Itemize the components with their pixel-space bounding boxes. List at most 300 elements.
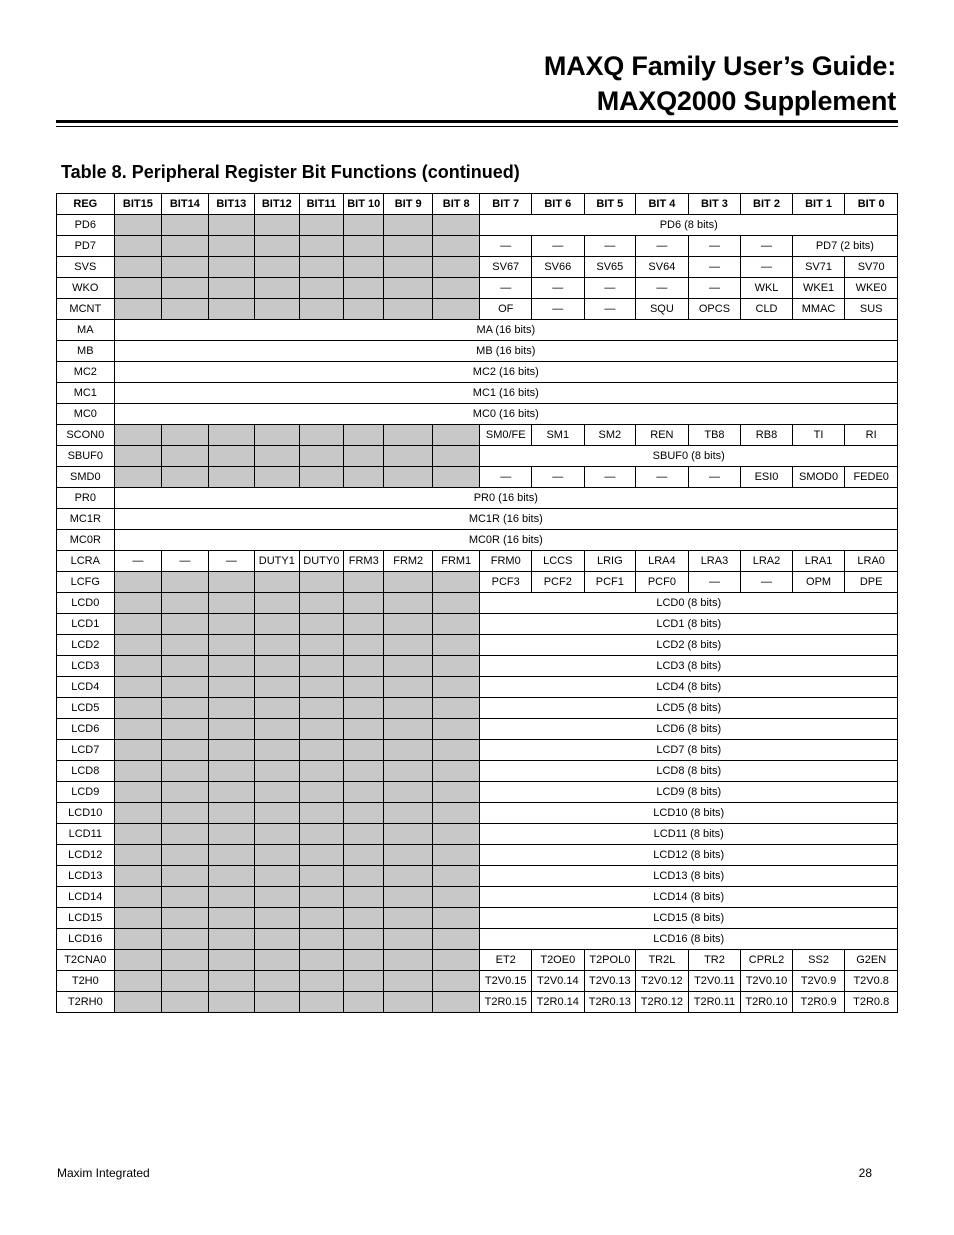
reserved-bit-cell	[162, 908, 208, 929]
reserved-bit-cell	[114, 236, 162, 257]
bit-field-cell: LCD2 (8 bits)	[480, 635, 898, 656]
reserved-bit-cell	[208, 971, 254, 992]
bit-cell: SV67	[480, 257, 532, 278]
column-header: BIT 3	[688, 194, 741, 215]
table-row	[57, 950, 898, 971]
bit-field-cell: PD7 (2 bits)	[792, 236, 897, 257]
bit-cell: T2V0.11	[688, 971, 741, 992]
bit-cell: —	[480, 278, 532, 299]
reserved-bit-cell	[208, 593, 254, 614]
register-name: LCD2	[57, 635, 115, 656]
table-row	[57, 446, 898, 467]
bit-cell: —	[584, 467, 636, 488]
bit-cell: —	[208, 551, 254, 572]
register-name: LCD12	[57, 845, 115, 866]
reserved-bit-cell	[432, 299, 480, 320]
reserved-bit-cell	[299, 572, 343, 593]
reserved-bit-cell	[208, 446, 254, 467]
reserved-bit-cell	[208, 572, 254, 593]
table-row	[57, 845, 898, 866]
reserved-bit-cell	[299, 446, 343, 467]
reserved-bit-cell	[255, 782, 299, 803]
bit-cell: TB8	[688, 425, 741, 446]
register-name: PD7	[57, 236, 115, 257]
bit-field-cell: LCD1 (8 bits)	[480, 614, 898, 635]
table-row	[57, 635, 898, 656]
reserved-bit-cell	[114, 593, 162, 614]
reserved-bit-cell	[384, 677, 433, 698]
bit-field-cell: SBUF0 (8 bits)	[480, 446, 898, 467]
bit-cell: LRA0	[845, 551, 898, 572]
reserved-bit-cell	[208, 698, 254, 719]
table-row	[57, 971, 898, 992]
reserved-bit-cell	[208, 215, 254, 236]
reserved-bit-cell	[162, 866, 208, 887]
bit-cell: SM1	[532, 425, 585, 446]
bit-cell: FRM3	[344, 551, 384, 572]
reserved-bit-cell	[384, 929, 433, 950]
bit-cell: T2POL0	[584, 950, 636, 971]
reserved-bit-cell	[432, 698, 480, 719]
table-row	[57, 782, 898, 803]
reserved-bit-cell	[299, 215, 343, 236]
column-header: BIT 10	[344, 194, 384, 215]
bit-cell: FRM0	[480, 551, 532, 572]
reserved-bit-cell	[299, 992, 343, 1013]
bit-cell: —	[636, 467, 689, 488]
column-header: BIT 7	[480, 194, 532, 215]
reserved-bit-cell	[208, 719, 254, 740]
reserved-bit-cell	[344, 614, 384, 635]
reserved-bit-cell	[344, 572, 384, 593]
reserved-bit-cell	[432, 971, 480, 992]
register-name: LCD6	[57, 719, 115, 740]
bit-cell: SMOD0	[792, 467, 845, 488]
reserved-bit-cell	[384, 425, 433, 446]
reserved-bit-cell	[114, 782, 162, 803]
reserved-bit-cell	[208, 950, 254, 971]
reserved-bit-cell	[208, 299, 254, 320]
reserved-bit-cell	[344, 950, 384, 971]
column-header: BIT14	[162, 194, 208, 215]
reserved-bit-cell	[384, 950, 433, 971]
reserved-bit-cell	[255, 467, 299, 488]
bit-field-cell: LCD15 (8 bits)	[480, 908, 898, 929]
reserved-bit-cell	[299, 824, 343, 845]
bit-cell: T2R0.15	[480, 992, 532, 1013]
register-name: LCRA	[57, 551, 115, 572]
bit-cell: PCF1	[584, 572, 636, 593]
bit-cell: OPCS	[688, 299, 741, 320]
reserved-bit-cell	[162, 782, 208, 803]
reserved-bit-cell	[299, 593, 343, 614]
register-name: MC0	[57, 404, 115, 425]
table-row	[57, 572, 898, 593]
reserved-bit-cell	[344, 698, 384, 719]
title-line-2: MAXQ2000 Supplement	[596, 86, 896, 116]
reserved-bit-cell	[208, 278, 254, 299]
bit-cell: SV71	[792, 257, 845, 278]
bit-cell: —	[532, 278, 585, 299]
reserved-bit-cell	[344, 887, 384, 908]
bit-cell: TR2L	[636, 950, 689, 971]
bit-field-cell: LCD11 (8 bits)	[480, 824, 898, 845]
bit-cell: SV65	[584, 257, 636, 278]
reserved-bit-cell	[255, 761, 299, 782]
reserved-bit-cell	[255, 215, 299, 236]
table-row	[57, 362, 898, 383]
reserved-bit-cell	[432, 593, 480, 614]
table-row	[57, 824, 898, 845]
reserved-bit-cell	[432, 677, 480, 698]
bit-cell: SM0/FE	[480, 425, 532, 446]
bit-field-cell: LCD4 (8 bits)	[480, 677, 898, 698]
register-name: MB	[57, 341, 115, 362]
reserved-bit-cell	[255, 446, 299, 467]
bit-cell: TR2	[688, 950, 741, 971]
bit-cell: DPE	[845, 572, 898, 593]
bit-cell: SV64	[636, 257, 689, 278]
reserved-bit-cell	[344, 992, 384, 1013]
bit-cell: T2V0.13	[584, 971, 636, 992]
reserved-bit-cell	[299, 467, 343, 488]
bit-cell: WKE1	[792, 278, 845, 299]
reserved-bit-cell	[344, 656, 384, 677]
reserved-bit-cell	[114, 929, 162, 950]
reserved-bit-cell	[162, 740, 208, 761]
reserved-bit-cell	[162, 656, 208, 677]
reserved-bit-cell	[384, 446, 433, 467]
reserved-bit-cell	[162, 467, 208, 488]
bit-cell: TI	[792, 425, 845, 446]
bit-cell: T2R0.14	[532, 992, 585, 1013]
bit-cell: RI	[845, 425, 898, 446]
reserved-bit-cell	[432, 425, 480, 446]
bit-cell: T2R0.9	[792, 992, 845, 1013]
bit-cell: WKL	[741, 278, 793, 299]
table-row	[57, 698, 898, 719]
register-name: T2CNA0	[57, 950, 115, 971]
bit-field-cell: LCD10 (8 bits)	[480, 803, 898, 824]
reserved-bit-cell	[208, 467, 254, 488]
reserved-bit-cell	[255, 656, 299, 677]
column-header: BIT 8	[432, 194, 480, 215]
column-header: BIT13	[208, 194, 254, 215]
reserved-bit-cell	[432, 992, 480, 1013]
bit-cell: FRM1	[432, 551, 480, 572]
reserved-bit-cell	[344, 929, 384, 950]
table-row	[57, 614, 898, 635]
bit-field-cell: MC0 (16 bits)	[114, 404, 897, 425]
bit-cell: T2V0.12	[636, 971, 689, 992]
reserved-bit-cell	[208, 992, 254, 1013]
reserved-bit-cell	[299, 236, 343, 257]
bit-cell: —	[584, 236, 636, 257]
table-row	[57, 656, 898, 677]
reserved-bit-cell	[384, 992, 433, 1013]
reserved-bit-cell	[432, 845, 480, 866]
reserved-bit-cell	[432, 761, 480, 782]
reserved-bit-cell	[299, 719, 343, 740]
column-header: BIT 6	[532, 194, 585, 215]
column-header: BIT 9	[384, 194, 433, 215]
reserved-bit-cell	[299, 866, 343, 887]
table-row	[57, 551, 898, 572]
bit-cell: MMAC	[792, 299, 845, 320]
bit-field-cell: PR0 (16 bits)	[114, 488, 897, 509]
reserved-bit-cell	[432, 803, 480, 824]
bit-cell: T2V0.14	[532, 971, 585, 992]
register-name: WKO	[57, 278, 115, 299]
bit-cell: FEDE0	[845, 467, 898, 488]
reserved-bit-cell	[114, 572, 162, 593]
bit-cell: T2R0.13	[584, 992, 636, 1013]
register-name: LCD4	[57, 677, 115, 698]
reserved-bit-cell	[299, 782, 343, 803]
bit-field-cell: MC1 (16 bits)	[114, 383, 897, 404]
bit-cell: —	[741, 572, 793, 593]
bit-cell: —	[480, 236, 532, 257]
reserved-bit-cell	[344, 467, 384, 488]
reserved-bit-cell	[114, 887, 162, 908]
register-name: MA	[57, 320, 115, 341]
reserved-bit-cell	[299, 971, 343, 992]
reserved-bit-cell	[255, 803, 299, 824]
column-header: BIT 1	[792, 194, 845, 215]
reserved-bit-cell	[255, 887, 299, 908]
bit-cell: —	[114, 551, 162, 572]
reserved-bit-cell	[255, 698, 299, 719]
reserved-bit-cell	[344, 257, 384, 278]
reserved-bit-cell	[384, 278, 433, 299]
reserved-bit-cell	[432, 236, 480, 257]
table-row	[57, 740, 898, 761]
register-name: PD6	[57, 215, 115, 236]
column-header: REG	[57, 194, 115, 215]
reserved-bit-cell	[344, 824, 384, 845]
reserved-bit-cell	[162, 677, 208, 698]
reserved-bit-cell	[384, 467, 433, 488]
reserved-bit-cell	[114, 635, 162, 656]
register-name: SCON0	[57, 425, 115, 446]
reserved-bit-cell	[162, 698, 208, 719]
reserved-bit-cell	[384, 845, 433, 866]
reserved-bit-cell	[208, 908, 254, 929]
reserved-bit-cell	[114, 614, 162, 635]
reserved-bit-cell	[208, 425, 254, 446]
reserved-bit-cell	[255, 971, 299, 992]
reserved-bit-cell	[114, 299, 162, 320]
reserved-bit-cell	[432, 719, 480, 740]
bit-cell: —	[636, 236, 689, 257]
reserved-bit-cell	[299, 257, 343, 278]
reserved-bit-cell	[432, 866, 480, 887]
table-caption: Table 8. Peripheral Register Bit Functions (continued)	[61, 162, 520, 182]
reserved-bit-cell	[344, 446, 384, 467]
table-row	[57, 257, 898, 278]
reserved-bit-cell	[162, 719, 208, 740]
reserved-bit-cell	[384, 740, 433, 761]
reserved-bit-cell	[255, 614, 299, 635]
register-name: LCFG	[57, 572, 115, 593]
reserved-bit-cell	[299, 740, 343, 761]
register-name: PR0	[57, 488, 115, 509]
bit-cell: —	[741, 236, 793, 257]
bit-cell: LRA3	[688, 551, 741, 572]
reserved-bit-cell	[344, 635, 384, 656]
reserved-bit-cell	[114, 908, 162, 929]
reserved-bit-cell	[344, 866, 384, 887]
table-row	[57, 803, 898, 824]
bit-cell: FRM2	[384, 551, 433, 572]
table-header-row	[57, 194, 898, 215]
reserved-bit-cell	[432, 656, 480, 677]
reserved-bit-cell	[255, 866, 299, 887]
bit-cell: T2R0.8	[845, 992, 898, 1013]
reserved-bit-cell	[344, 236, 384, 257]
reserved-bit-cell	[255, 635, 299, 656]
reserved-bit-cell	[208, 257, 254, 278]
reserved-bit-cell	[432, 824, 480, 845]
column-header: BIT 5	[584, 194, 636, 215]
reserved-bit-cell	[255, 929, 299, 950]
table-row	[57, 383, 898, 404]
reserved-bit-cell	[344, 425, 384, 446]
reserved-bit-cell	[299, 803, 343, 824]
reserved-bit-cell	[432, 215, 480, 236]
bit-field-cell: LCD5 (8 bits)	[480, 698, 898, 719]
reserved-bit-cell	[384, 761, 433, 782]
reserved-bit-cell	[384, 887, 433, 908]
reserved-bit-cell	[255, 257, 299, 278]
reserved-bit-cell	[114, 467, 162, 488]
reserved-bit-cell	[432, 257, 480, 278]
bit-cell: —	[584, 278, 636, 299]
bit-cell: DUTY1	[255, 551, 299, 572]
bit-field-cell: LCD14 (8 bits)	[480, 887, 898, 908]
reserved-bit-cell	[162, 761, 208, 782]
reserved-bit-cell	[162, 824, 208, 845]
register-name: LCD8	[57, 761, 115, 782]
bit-cell: RB8	[741, 425, 793, 446]
reserved-bit-cell	[432, 635, 480, 656]
table-row	[57, 677, 898, 698]
reserved-bit-cell	[299, 635, 343, 656]
bit-cell: T2R0.11	[688, 992, 741, 1013]
bit-field-cell: LCD16 (8 bits)	[480, 929, 898, 950]
bit-cell: PCF0	[636, 572, 689, 593]
bit-cell: —	[636, 278, 689, 299]
table-row	[57, 236, 898, 257]
bit-cell: —	[688, 278, 741, 299]
reserved-bit-cell	[432, 908, 480, 929]
register-name: MC1	[57, 383, 115, 404]
reserved-bit-cell	[208, 761, 254, 782]
reserved-bit-cell	[384, 299, 433, 320]
reserved-bit-cell	[344, 782, 384, 803]
bit-field-cell: MC2 (16 bits)	[114, 362, 897, 383]
reserved-bit-cell	[255, 278, 299, 299]
bit-cell: ET2	[480, 950, 532, 971]
table-row	[57, 593, 898, 614]
reserved-bit-cell	[255, 992, 299, 1013]
reserved-bit-cell	[384, 257, 433, 278]
footer-page-number: 28	[858, 1166, 872, 1180]
reserved-bit-cell	[299, 425, 343, 446]
bit-cell: T2OE0	[532, 950, 585, 971]
table-row	[57, 404, 898, 425]
bit-cell: —	[741, 257, 793, 278]
table-row	[57, 467, 898, 488]
reserved-bit-cell	[114, 425, 162, 446]
reserved-bit-cell	[432, 887, 480, 908]
table-body	[57, 215, 898, 1013]
reserved-bit-cell	[299, 761, 343, 782]
reserved-bit-cell	[162, 887, 208, 908]
bit-cell: —	[480, 467, 532, 488]
register-bit-table	[56, 193, 898, 1013]
reserved-bit-cell	[299, 299, 343, 320]
reserved-bit-cell	[208, 845, 254, 866]
reserved-bit-cell	[299, 908, 343, 929]
bit-field-cell: MA (16 bits)	[114, 320, 897, 341]
reserved-bit-cell	[384, 971, 433, 992]
reserved-bit-cell	[162, 950, 208, 971]
bit-cell: LRIG	[584, 551, 636, 572]
register-name: MCNT	[57, 299, 115, 320]
reserved-bit-cell	[114, 824, 162, 845]
reserved-bit-cell	[344, 299, 384, 320]
column-header: BIT15	[114, 194, 162, 215]
reserved-bit-cell	[384, 572, 433, 593]
reserved-bit-cell	[162, 236, 208, 257]
table-row	[57, 278, 898, 299]
reserved-bit-cell	[255, 425, 299, 446]
reserved-bit-cell	[255, 845, 299, 866]
reserved-bit-cell	[255, 677, 299, 698]
reserved-bit-cell	[344, 845, 384, 866]
bit-field-cell: LCD7 (8 bits)	[480, 740, 898, 761]
bit-cell: PCF2	[532, 572, 585, 593]
table-row	[57, 887, 898, 908]
reserved-bit-cell	[384, 635, 433, 656]
reserved-bit-cell	[384, 236, 433, 257]
reserved-bit-cell	[114, 992, 162, 1013]
bit-cell: SV66	[532, 257, 585, 278]
reserved-bit-cell	[432, 467, 480, 488]
reserved-bit-cell	[432, 614, 480, 635]
table-row	[57, 761, 898, 782]
reserved-bit-cell	[114, 866, 162, 887]
reserved-bit-cell	[208, 824, 254, 845]
table-row	[57, 488, 898, 509]
reserved-bit-cell	[384, 656, 433, 677]
reserved-bit-cell	[114, 215, 162, 236]
table-row	[57, 320, 898, 341]
bit-cell: —	[532, 299, 585, 320]
reserved-bit-cell	[114, 719, 162, 740]
bit-cell: —	[584, 299, 636, 320]
bit-cell: PCF3	[480, 572, 532, 593]
reserved-bit-cell	[299, 845, 343, 866]
reserved-bit-cell	[114, 698, 162, 719]
header-rule-thick	[56, 120, 898, 123]
register-name: LCD16	[57, 929, 115, 950]
reserved-bit-cell	[299, 656, 343, 677]
register-name: LCD14	[57, 887, 115, 908]
register-name: T2RH0	[57, 992, 115, 1013]
bit-field-cell: LCD3 (8 bits)	[480, 656, 898, 677]
